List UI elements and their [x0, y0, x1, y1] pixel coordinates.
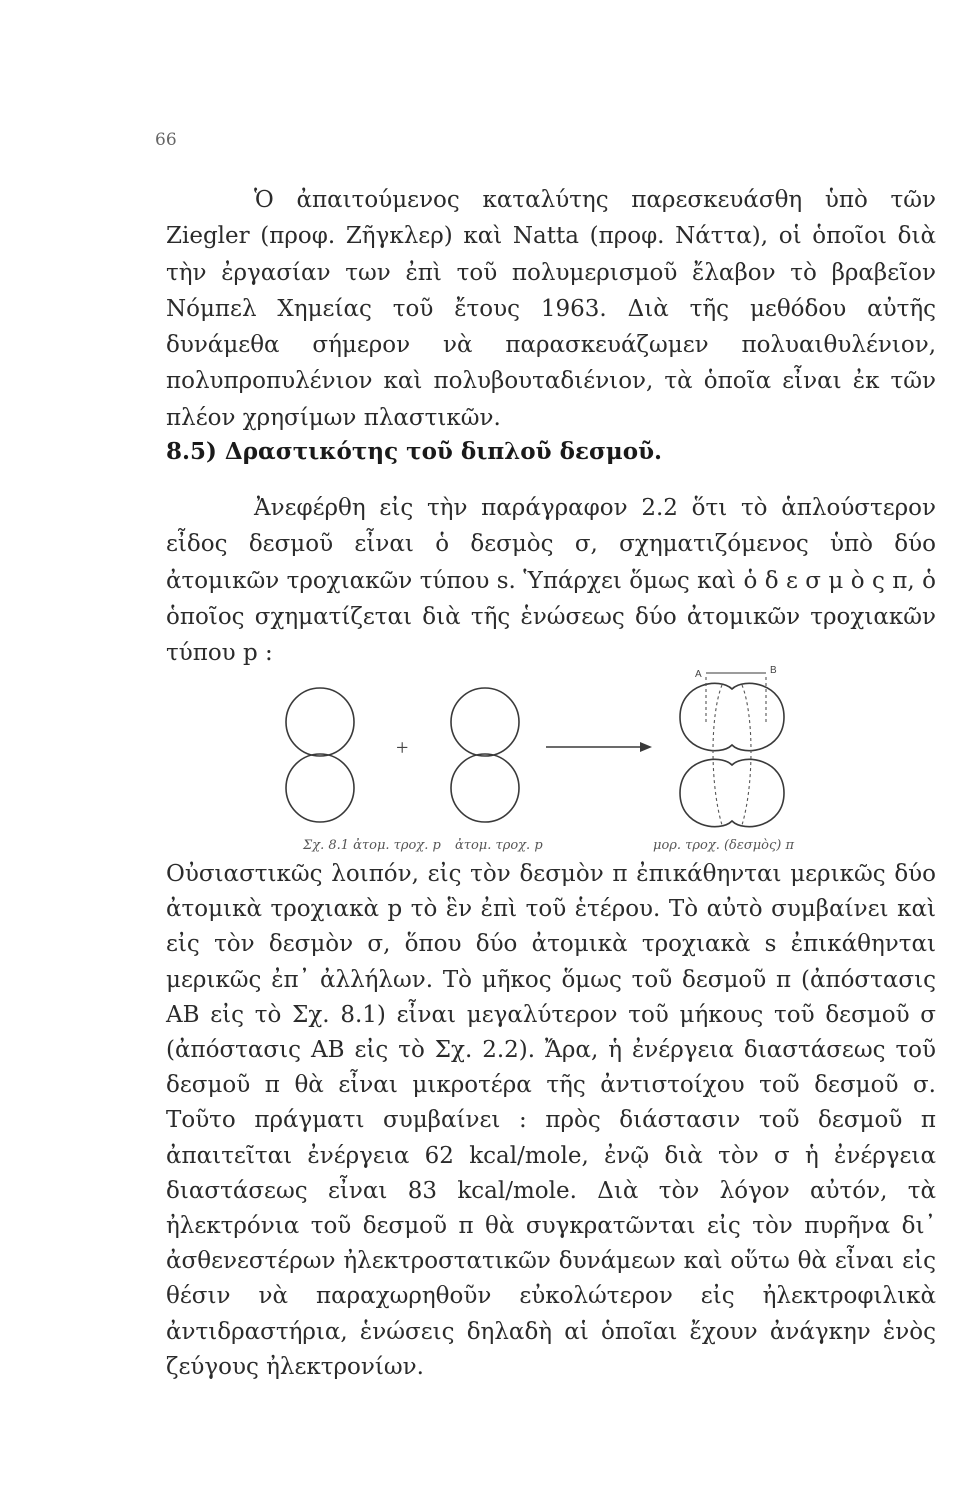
overlap-dotted-left	[713, 685, 722, 825]
section-heading: 8.5) Δραστικότης τοῦ διπλοῦ δεσμοῦ.	[166, 438, 663, 465]
p-orbital-1-upper-lobe	[286, 688, 354, 756]
caption-molecular-orbital-pi: μορ. τροχ. (δεσμὸς) π	[653, 838, 795, 853]
page-number: 66	[155, 130, 177, 150]
arrow-head	[640, 742, 652, 752]
p-orbital-2-lower-lobe	[451, 754, 519, 822]
caption-figure-8-1: Σχ. 8.1 ἀτομ. τροχ. p	[303, 838, 441, 853]
p-orbital-2-upper-lobe	[451, 688, 519, 756]
pi-orbital-lower-lobe	[680, 759, 784, 826]
paragraph-pi-bond-intro: Ἀνεφέρθη εἰς τὴν παράγραφον 2.2 ὅτι τὸ ἁπλούστερον εἶδος δεσμοῦ εἶναι ὁ δεσμὸς σ, σχηματιζόμενος ὑπὸ δύο ἀτομικῶν τροχιακῶν τύπου s. Ὑπάρχει ὅμως καὶ ὁ δ ε σ μ ὸ ς π, ὁ ὁποῖος σχηματίζεται διὰ τῆς ἑνώσεως δύο ἀτομικῶν τροχιακῶν τύπου p :	[166, 495, 936, 667]
paragraph-catalyst: Ὁ ἀπαιτούμενος καταλύτης παρεσκευάσθη ὑπὸ τῶν Ziegler (προφ. Ζῆγκλερ) καὶ Natta (προφ. Νάττα), οἱ ὁποῖοι διὰ τὴν ἐργασίαν των ἐπὶ τοῦ πολυμερισμοῦ ἔλαβον τὸ βραβεῖον Νόμπελ Χημείας τοῦ ἔτους 1963. Διὰ τῆς μεθόδου αὐτῆς δυνάμεθα σήμερον νὰ παρασκευάζωμεν πολυαιθυλένιον, πολυπροπυλένιον καὶ πολυβουταδιένιον, τὰ ὁποῖα εἶναι ἐκ τῶν πλέον χρησίμων πλαστικῶν.	[166, 187, 936, 431]
label-a: A	[695, 669, 702, 680]
plus-sign: +	[396, 735, 409, 760]
label-b: B	[770, 665, 777, 676]
paragraph-bond-comparison: Οὐσιαστικῶς λοιπόν, εἰς τὸν δεσμὸν π ἐπικάθηνται μερικῶς δύο ἀτομικὰ τροχιακὰ p τὸ ἓν ἐπὶ τοῦ ἑτέρου. Τὸ αὐτὸ συμβαίνει καὶ εἰς τὸν δεσμὸν σ, ὅπου δύο ἀτομικὰ τροχιακὰ s ἐπικάθηνται μερικῶς ἐπ᾽ ἀλλήλων. Τὸ μῆκος ὅμως τοῦ δεσμοῦ π (ἀπόστασις ΑΒ εἰς τὸ Σχ. 8.1) εἶναι μεγαλύτερον τοῦ μήκους τοῦ δεσμοῦ σ (ἀπόστασις ΑΒ εἰς τὸ Σχ. 2.2). Ἄρα, ἡ ἐνέργεια διαστάσεως τοῦ δεσμοῦ π θὰ εἶναι μικροτέρα τῆς ἀντιστοίχου τοῦ δεσμοῦ σ. Τοῦτο πράγματι συμβαίνει : πρὸς διάστασιν τοῦ δεσμοῦ π ἀπαιτεῖται ἐνέργεια 62 kcal/mole, ἐνῷ διὰ τὸν σ ἡ ἐνέργεια διαστάσεως εἶναι 83 kcal/mole. Διὰ τὸν λόγον αὐτόν, τὰ ἠλεκτρόνια τοῦ δεσμοῦ π θὰ συγκρατῶνται εἰς τὸν πυρῆνα δι᾽ ἀσθενεστέρων ἠλεκτροστατικῶν δυνάμεων καὶ οὕτω θὰ εἶναι εἰς θέσιν νὰ παραχωρηθοῦν εὐκολώτερον εἰς ἠλεκτροφιλικὰ ἀντιδραστήρια, ἑνώσεις δηλαδὴ αἱ ὁποῖαι ἔχουν ἀνάγκην ἑνὸς ζεύγους ἠλεκτρονίων.	[166, 861, 936, 1380]
overlap-dotted-right	[742, 685, 751, 825]
orbital-diagram	[270, 655, 910, 855]
p-orbital-1-lower-lobe	[286, 754, 354, 822]
pi-orbital-upper-lobe	[680, 683, 784, 750]
caption-atomic-orbital-p: ἀτομ. τροχ. p	[455, 838, 543, 853]
